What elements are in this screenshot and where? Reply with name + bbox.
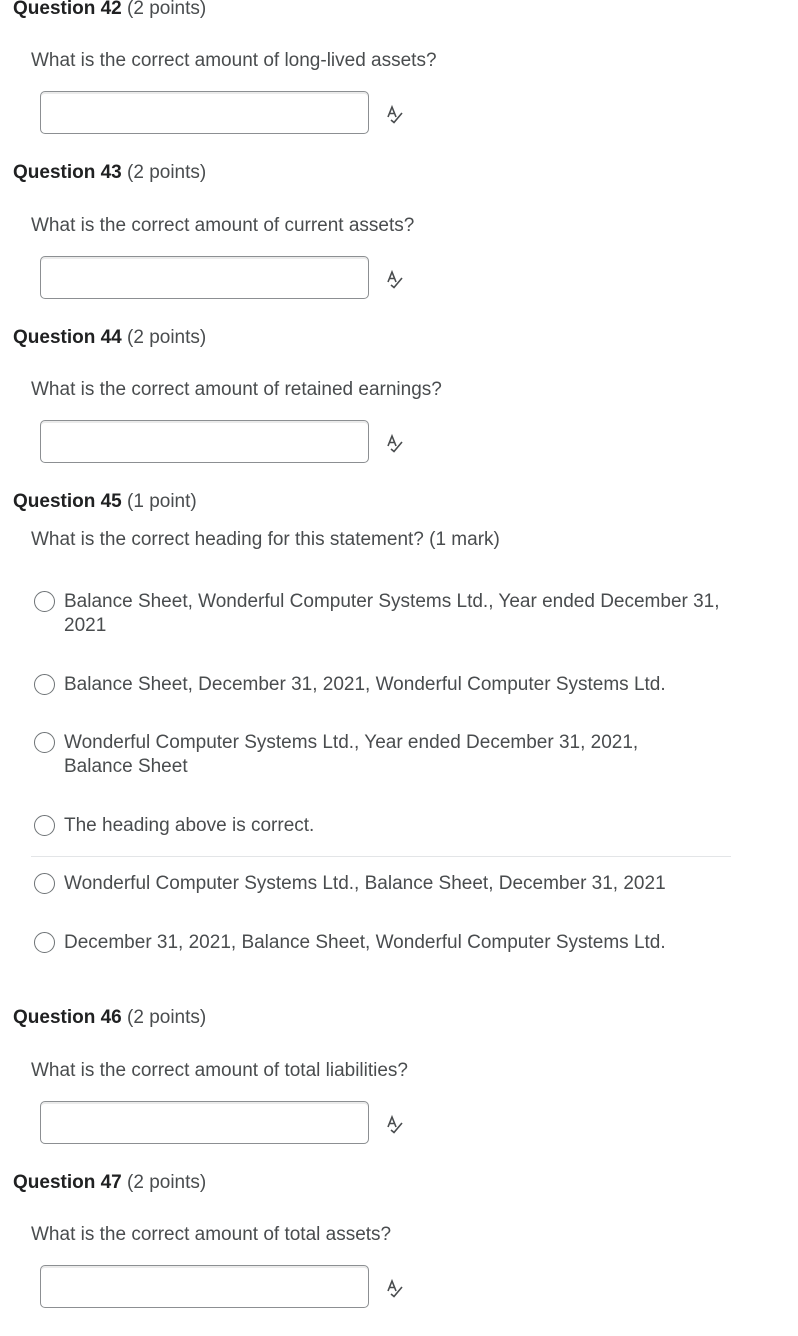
- radio-option-label[interactable]: The heading above is correct.: [64, 815, 315, 836]
- question-42-answer-input[interactable]: [40, 91, 369, 134]
- question-47-text: What is the correct amount of total assets?: [31, 1224, 392, 1245]
- spellcheck-icon[interactable]: [385, 433, 405, 453]
- radio-button[interactable]: [34, 591, 55, 612]
- radio-option-label[interactable]: Wonderful Computer Systems Ltd., Year ended December 31, 2021, Balance Sheet: [64, 732, 639, 777]
- question-points: (1 point): [127, 491, 197, 512]
- question-46-answer-input[interactable]: [40, 1101, 369, 1144]
- question-points: (2 points): [127, 0, 207, 19]
- question-points: (2 points): [127, 1172, 207, 1193]
- question-43-answer-input[interactable]: [40, 256, 369, 299]
- radio-button[interactable]: [34, 732, 55, 753]
- radio-button[interactable]: [34, 873, 55, 894]
- question-number: Question 46: [13, 1007, 122, 1028]
- spellcheck-icon[interactable]: [385, 269, 405, 289]
- question-47-title: [13, 1172, 206, 1194]
- question-45-text: What is the correct heading for this statement? (1 mark): [31, 529, 500, 550]
- radio-button[interactable]: [34, 932, 55, 953]
- question-number: Question 47: [13, 1172, 122, 1193]
- radio-option-label[interactable]: Balance Sheet, Wonderful Computer Systems Ltd., Year ended December 31, 2021: [64, 591, 720, 636]
- question-47-answer-input[interactable]: [40, 1265, 369, 1308]
- question-points: (2 points): [127, 162, 207, 183]
- question-number: Question 42: [13, 0, 122, 19]
- spellcheck-icon[interactable]: [385, 1114, 405, 1134]
- question-43-title: [13, 162, 206, 184]
- question-points: (2 points): [127, 327, 207, 348]
- radio-option-label[interactable]: Balance Sheet, December 31, 2021, Wonderful Computer Systems Ltd.: [64, 674, 666, 695]
- radio-option-label[interactable]: December 31, 2021, Balance Sheet, Wonderful Computer Systems Ltd.: [64, 932, 666, 953]
- question-45-title: [13, 491, 197, 513]
- question-43-text: What is the correct amount of current assets?: [31, 215, 415, 236]
- radio-button[interactable]: [34, 815, 55, 836]
- question-46-title: [13, 1007, 206, 1029]
- question-number: Question 45: [13, 491, 122, 512]
- question-42-title: [13, 0, 206, 20]
- question-44-answer-input[interactable]: [40, 420, 369, 463]
- question-number: Question 43: [13, 162, 122, 183]
- radio-option-label[interactable]: Wonderful Computer Systems Ltd., Balance Sheet, December 31, 2021: [64, 873, 666, 894]
- spellcheck-icon[interactable]: [385, 104, 405, 124]
- divider: [31, 856, 731, 857]
- question-points: (2 points): [127, 1007, 207, 1028]
- question-44-title: [13, 327, 206, 349]
- question-46-text: What is the correct amount of total liabilities?: [31, 1060, 409, 1081]
- radio-button[interactable]: [34, 674, 55, 695]
- question-number: Question 44: [13, 327, 122, 348]
- spellcheck-icon[interactable]: [385, 1278, 405, 1298]
- question-42-text: What is the correct amount of long-lived assets?: [31, 50, 437, 71]
- question-44-text: What is the correct amount of retained earnings?: [31, 379, 442, 400]
